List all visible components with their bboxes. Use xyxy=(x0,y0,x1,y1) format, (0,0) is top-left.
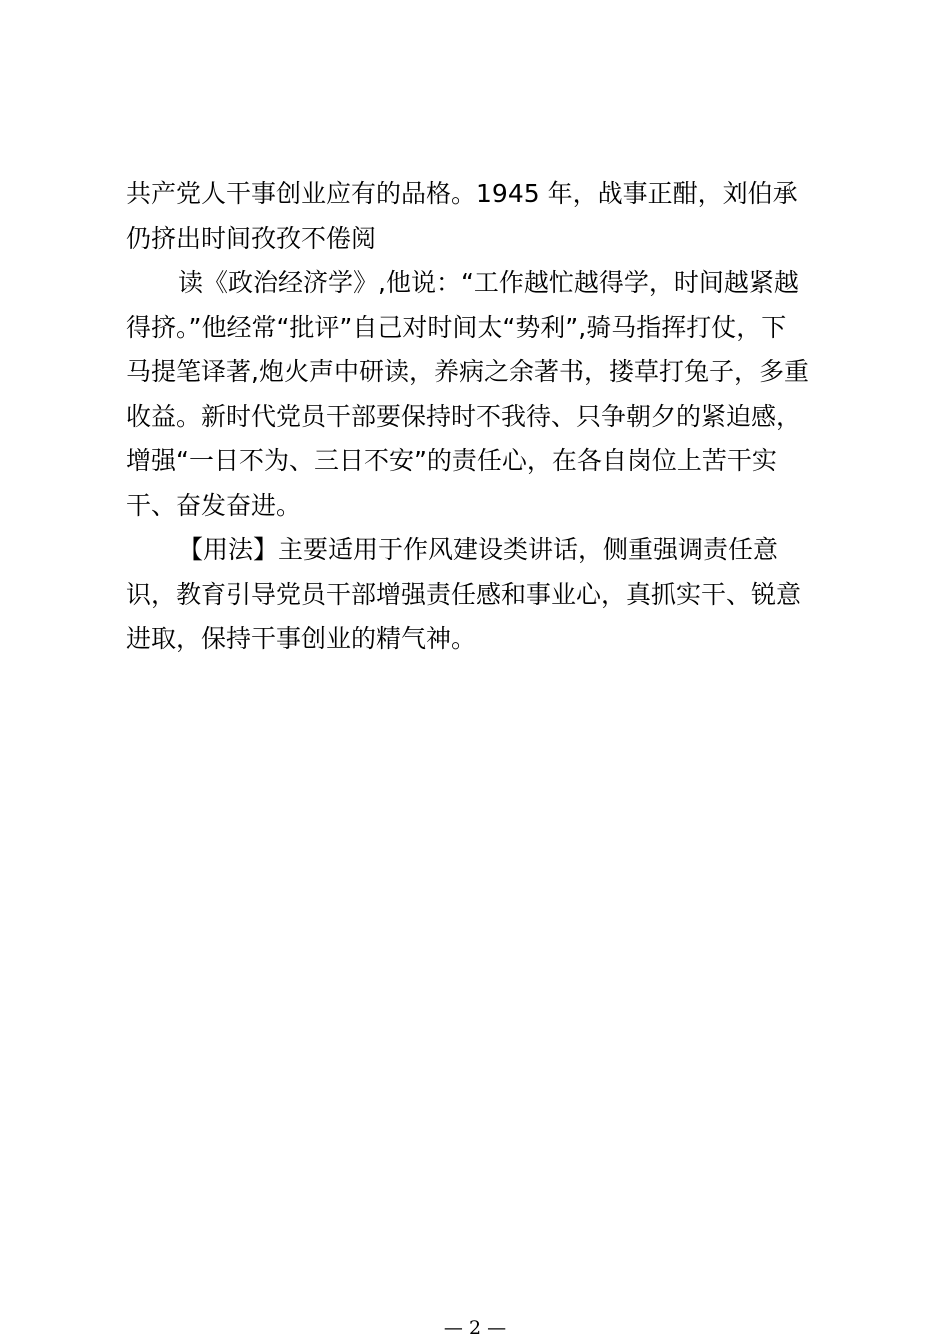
text-line: 增强“一日不为、三日不安”的责任心，在各自岗位上苦干实 xyxy=(126,446,777,475)
text-line: 【用法】主要适用于作风建设类讲话，侧重强调责任意 xyxy=(178,535,779,564)
text-line: 仍挤出时间孜孜不倦阅 xyxy=(126,223,377,253)
text-line: 得挤。”他经常“批评”自己对时间太“势利”,骑马指挥打仗，下 xyxy=(126,312,787,342)
text-line: 马提笔译著,炮火声中研读，养病之余著书，搂草打兔子，多重 xyxy=(126,357,809,386)
text-line: 读《政治经济学》,他说：“工作越忙越得学，时间越紧越 xyxy=(178,268,799,297)
text-line: 共产党人干事创业应有的品格。1945 年，战事正酣，刘伯承 xyxy=(126,179,798,208)
text-line: 干、奋发奋进。 xyxy=(126,490,302,520)
text-line: 收益。新时代党员干部要保持时不我待、只争朝夕的紧迫感， xyxy=(126,401,802,431)
page-number: — 2 — xyxy=(443,1317,507,1339)
text-line: 识，教育引导党员干部增强责任感和事业心，真抓实干、锐意 xyxy=(126,579,802,609)
text-line: 进取，保持干事创业的精气神。 xyxy=(126,624,477,653)
body-text xyxy=(126,172,826,662)
